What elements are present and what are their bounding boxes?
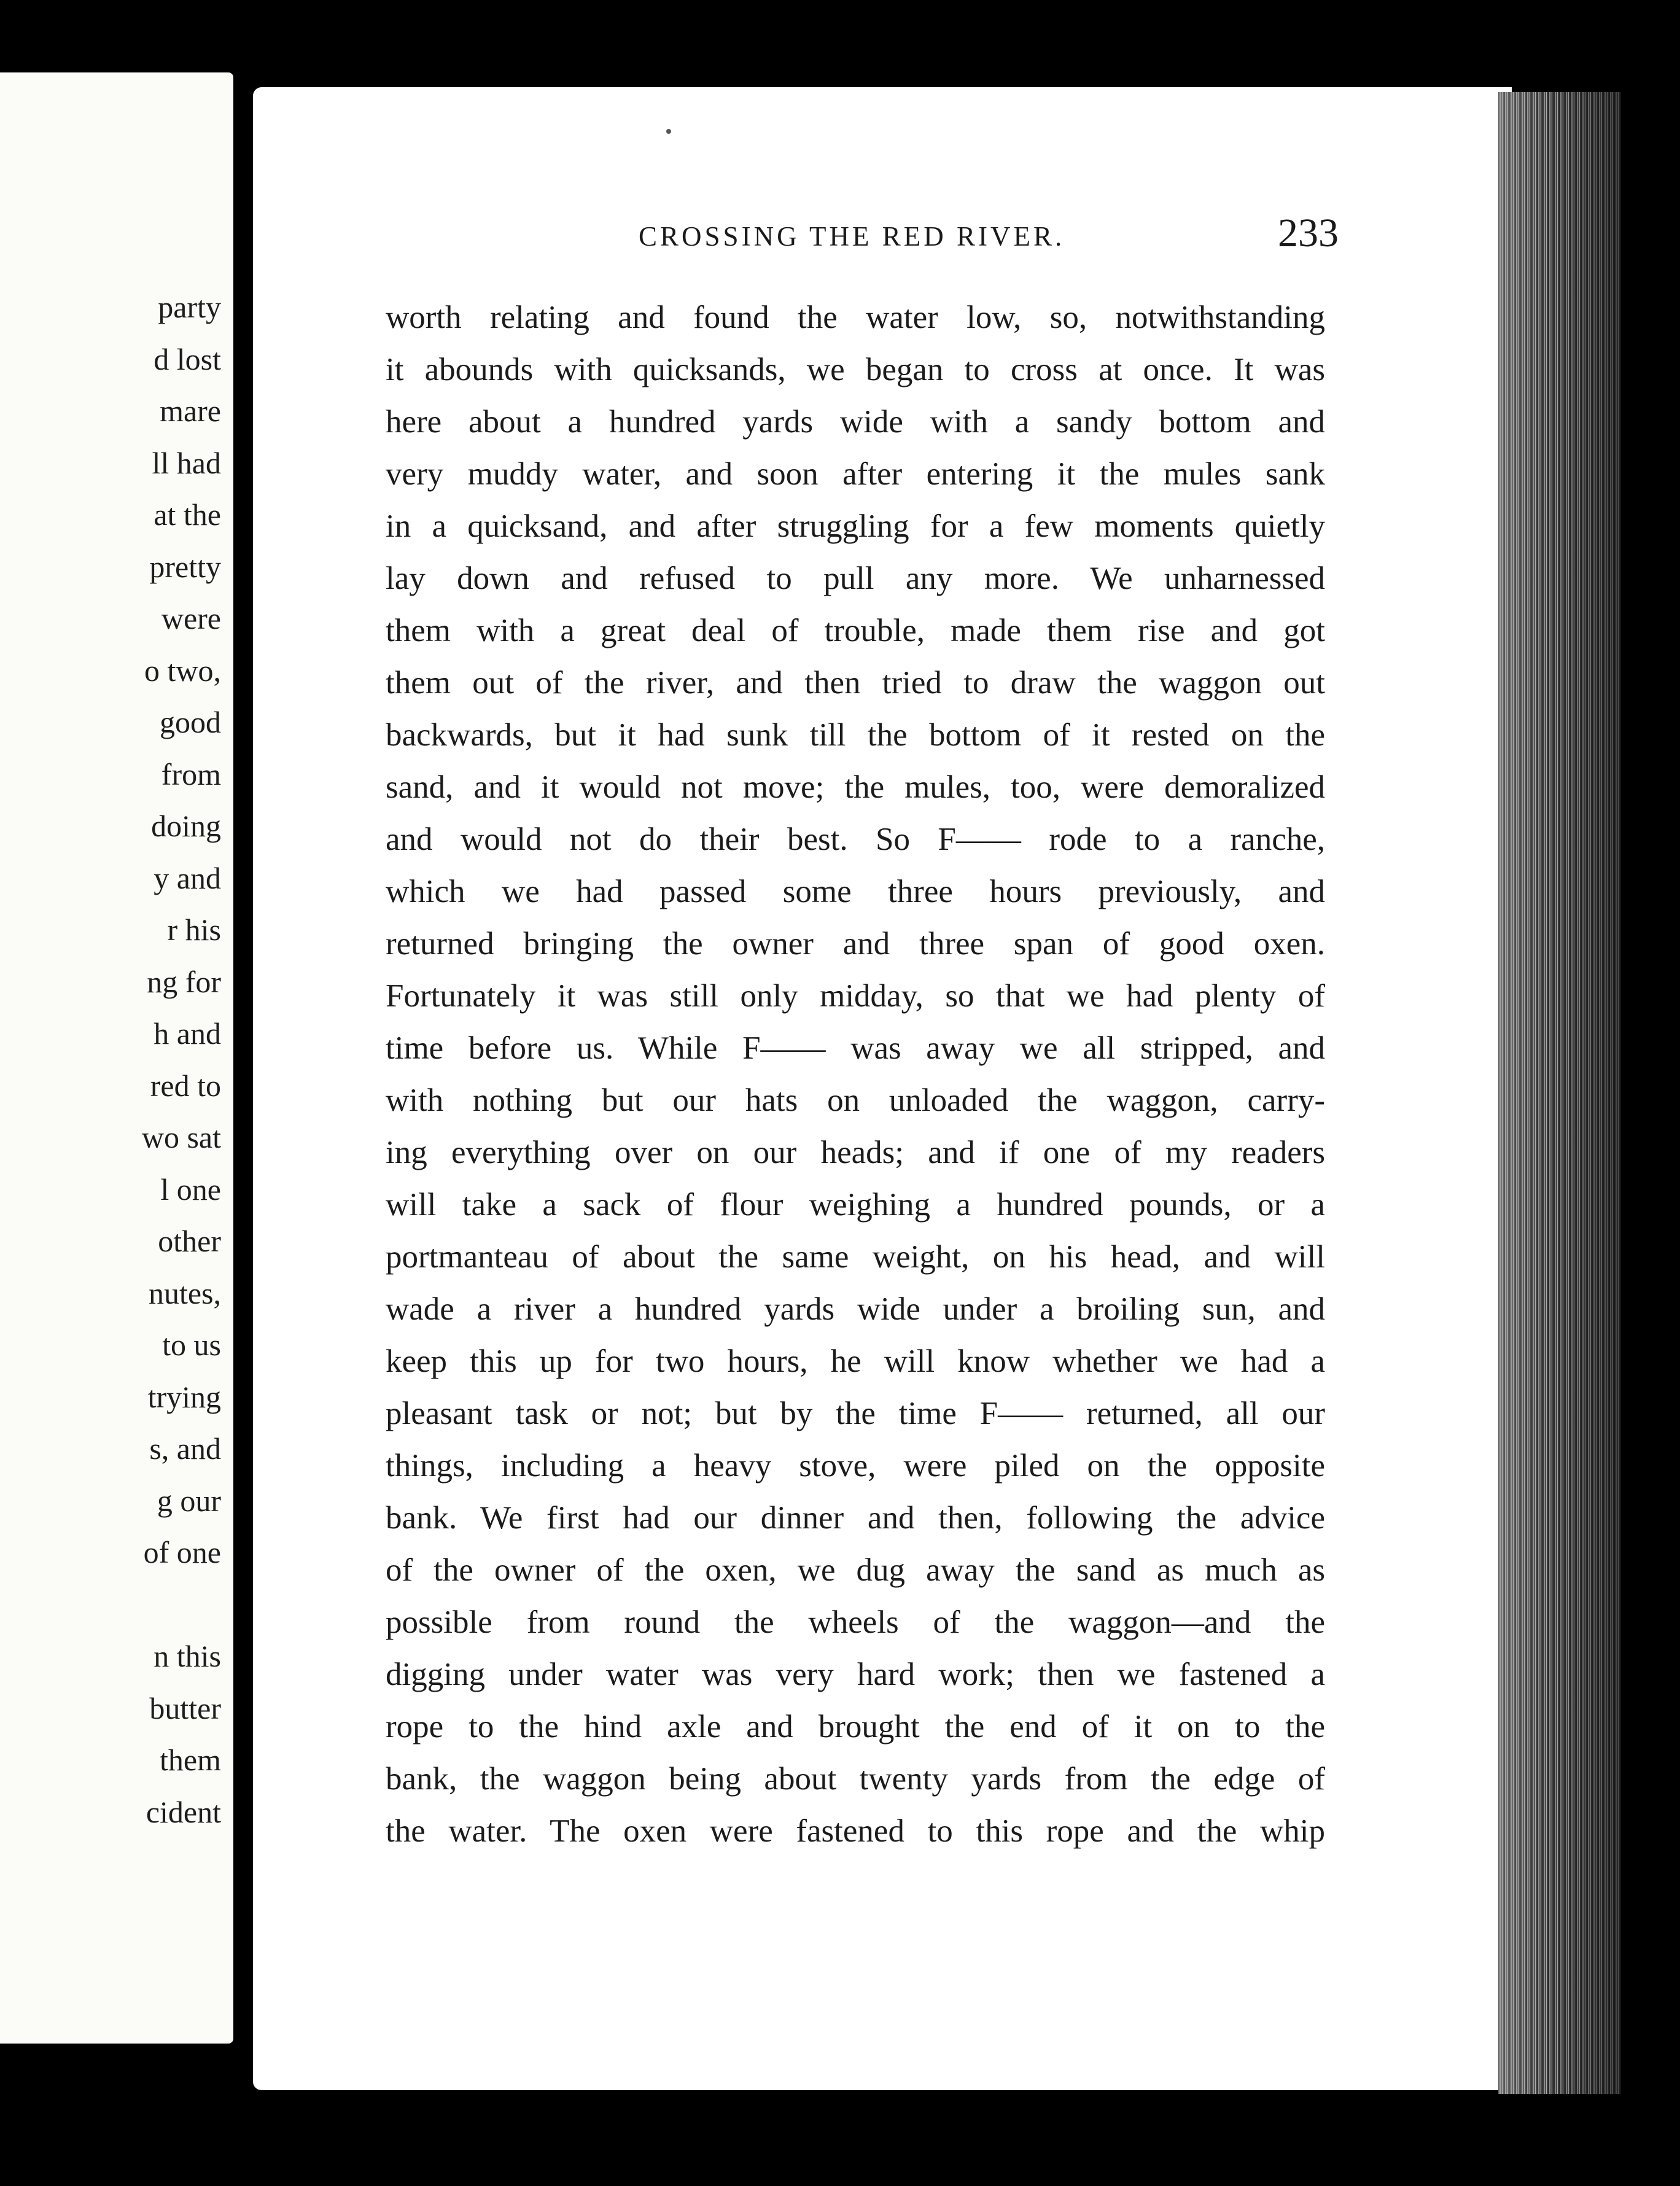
body-line: bank. We first had our dinner and then, following the advice xyxy=(386,1500,1325,1536)
left-page-line: red to xyxy=(150,1068,221,1103)
left-page-line: doing xyxy=(151,809,221,843)
body-line: ing everything over on our heads; and if one of my readers xyxy=(386,1135,1325,1170)
body-line: digging under water was very hard work; then we fastened a xyxy=(386,1657,1325,1692)
left-page-line: y and xyxy=(154,860,221,895)
left-page-line: pretty xyxy=(149,549,221,584)
left-page-line: o two, xyxy=(144,653,221,688)
body-text xyxy=(386,292,1325,1857)
left-page-line: butter xyxy=(149,1690,221,1725)
body-line: in a quicksand, and after struggling for a few moments quietly xyxy=(386,508,1325,544)
left-page-line: at the xyxy=(154,497,221,532)
left-page-line: wo sat xyxy=(141,1120,221,1154)
left-page-line: nutes, xyxy=(148,1275,221,1310)
left-page xyxy=(0,72,233,2044)
body-line: worth relating and found the water low, so, notwithstanding xyxy=(386,300,1325,335)
body-line: backwards, but it had sunk till the bottom of it rested on the xyxy=(386,717,1325,753)
body-line: the water. The oxen were fastened to this rope and the whip xyxy=(386,1813,1325,1849)
body-line: Fortunately it was still only midday, so that we had plenty of xyxy=(386,978,1325,1014)
left-page-line: to us xyxy=(162,1328,221,1362)
left-page-line: other xyxy=(158,1224,221,1258)
body-line: time before us. While F—— was away we all stripped, and xyxy=(386,1030,1325,1066)
running-head: CROSSING THE RED RIVER. xyxy=(639,221,1065,252)
page-speck xyxy=(666,129,671,134)
body-line: here about a hundred yards wide with a sandy bottom and xyxy=(386,404,1325,440)
left-page-line: r his xyxy=(167,912,221,947)
body-line: keep this up for two hours, he will know whether we had a xyxy=(386,1344,1325,1379)
left-page-line: good xyxy=(160,705,221,739)
left-page-line: trying xyxy=(147,1379,221,1414)
body-line: which we had passed some three hours previously, and xyxy=(386,874,1325,909)
left-page-line: s, and xyxy=(149,1431,221,1466)
body-line: portmanteau of about the same weight, on his head, and will xyxy=(386,1239,1325,1275)
left-page-line: of one xyxy=(143,1535,221,1569)
fore-edge-shading xyxy=(1498,92,1621,2094)
book-gutter xyxy=(233,92,252,2039)
left-page-line xyxy=(221,1579,233,1630)
body-line: wade a river a hundred yards wide under a broiling sun, and xyxy=(386,1291,1325,1327)
body-line: will take a sack of flour weighing a hundred pounds, or a xyxy=(386,1187,1325,1223)
left-page-line: l one xyxy=(160,1172,221,1207)
body-line: things, including a heavy stove, were piled on the opposite xyxy=(386,1448,1325,1484)
left-page-line: ng for xyxy=(147,964,221,999)
body-line: rope to the hind axle and brought the end of it on to the xyxy=(386,1709,1325,1745)
left-page-line: cident xyxy=(146,1794,221,1829)
left-page-line: n this xyxy=(154,1639,221,1673)
body-line: it abounds with quicksands, we began to cross at once. It was xyxy=(386,352,1325,387)
left-page-line: ll had xyxy=(152,445,221,480)
body-line: pleasant task or not; but by the time F—— returned, all our xyxy=(386,1396,1325,1431)
body-line: of the owner of the oxen, we dug away the sand as much as xyxy=(386,1552,1325,1588)
left-page-line: party xyxy=(158,290,221,324)
body-line: and would not do their best. So F—— rode to a ranche, xyxy=(386,822,1325,857)
left-page-line: d lost xyxy=(154,341,221,376)
page-number: 233 xyxy=(1278,211,1339,255)
scan-background xyxy=(1621,0,1680,2186)
body-line: them out of the river, and then tried to draw the waggon out xyxy=(386,665,1325,701)
body-line: returned bringing the owner and three span of good oxen. xyxy=(386,926,1325,962)
left-page-line: h and xyxy=(154,1016,221,1051)
left-page-line: were xyxy=(161,601,221,636)
left-page-line: them xyxy=(160,1743,221,1777)
body-line: bank, the waggon being about twenty yards from the edge of xyxy=(386,1761,1325,1797)
body-line: with nothing but our hats on unloaded the waggon, carry- xyxy=(386,1083,1325,1118)
body-line: sand, and it would not move; the mules, too, were demoralized xyxy=(386,769,1325,805)
left-page-line: from xyxy=(161,757,221,792)
body-line: them with a great deal of trouble, made them rise and got xyxy=(386,613,1325,648)
left-page-line: g our xyxy=(157,1483,221,1518)
left-page-line: mare xyxy=(160,394,221,428)
body-line: possible from round the wheels of the waggon—and the xyxy=(386,1604,1325,1640)
body-line: lay down and refused to pull any more. We unharnessed xyxy=(386,561,1325,596)
body-line: very muddy water, and soon after entering it the mules sank xyxy=(386,456,1325,492)
